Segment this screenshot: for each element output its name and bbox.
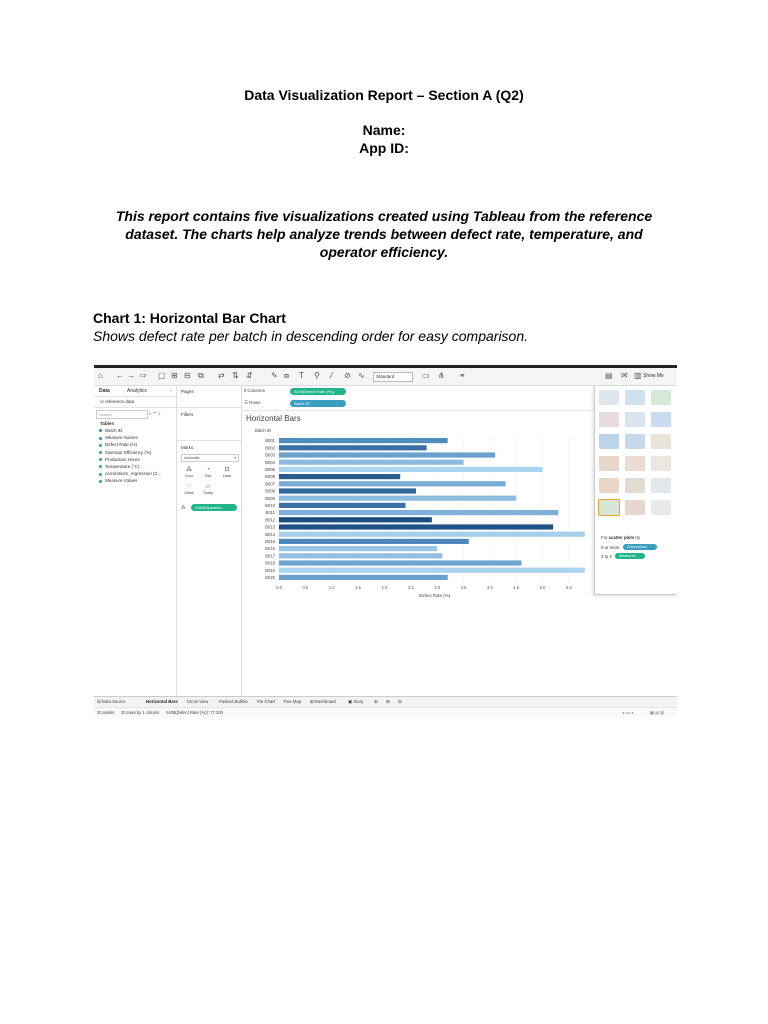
search-icon[interactable]: ⌕ ▽ ≡: [149, 411, 161, 416]
field-item[interactable]: [99, 442, 137, 447]
sort-desc-icon[interactable]: ⇵: [246, 371, 253, 380]
y-tick-label: B012: [265, 517, 275, 523]
color-pill-icon: ⁂: [181, 505, 186, 510]
color-label: Color: [184, 474, 194, 478]
format-icon[interactable]: ⁄: [331, 371, 333, 380]
new-sheet-icon[interactable]: ⊟: [184, 371, 191, 380]
new-story-icon[interactable]: ⊟: [398, 699, 402, 704]
y-tick-label: B002: [265, 445, 275, 451]
field-name: Temperature (°C): [105, 464, 140, 469]
y-tick-label: B005: [265, 467, 275, 472]
tab-packed-bubble[interactable]: Packed Bubble: [219, 699, 248, 704]
y-tick-label: B009: [265, 495, 275, 501]
bar: [279, 560, 521, 565]
chevron-down-icon: ▾: [234, 456, 236, 460]
sort-asc-icon[interactable]: ⇅: [232, 371, 239, 380]
highlight-icon[interactable]: ✎: [271, 371, 278, 380]
bar: [279, 445, 427, 450]
tab-pie-chart[interactable]: Pie Chart: [257, 699, 275, 704]
y-axis-header: Batch ID: [255, 428, 272, 433]
field-item[interactable]: [99, 450, 151, 455]
y-tick-label: B018: [265, 560, 275, 566]
detail-label: Detail: [184, 491, 194, 495]
y-tick-label: B020: [265, 575, 275, 580]
x-tick-label: 3.5: [460, 585, 467, 590]
tab-data-source[interactable]: ⛁ Data Source: [97, 699, 126, 704]
color-button[interactable]: [181, 466, 197, 480]
measure-icon: [99, 480, 102, 483]
chart-type-tile[interactable]: [651, 500, 671, 515]
color-pill[interactable]: SUM(Operator...: [191, 504, 237, 511]
bar: [279, 438, 448, 443]
x-tick-label: 0.0: [276, 585, 282, 590]
share-icon[interactable]: ⋔: [438, 371, 445, 380]
chart1-description: Shows defect rate per batch in descending order for easy comparison.: [93, 328, 529, 344]
chart-type-tile[interactable]: [625, 390, 645, 405]
layout-icon[interactable]: ▤: [605, 371, 613, 380]
label-label: Label: [222, 474, 232, 478]
color-icon: ⁂: [186, 467, 192, 473]
tab-story[interactable]: ▣ Story: [348, 699, 364, 704]
measure-icon: [99, 458, 102, 461]
dimension-icon: [99, 429, 102, 432]
field-item[interactable]: [99, 464, 140, 469]
columns-pill[interactable]: SUM(Defect Rate (%)): [290, 388, 346, 395]
divider: [94, 407, 176, 408]
show-me-dimensions-hint: 0 or more: [601, 545, 620, 550]
bar: [279, 568, 585, 573]
field-item[interactable]: [99, 435, 138, 440]
chart-type-tile[interactable]: [599, 500, 619, 515]
labels-icon[interactable]: T: [299, 371, 304, 380]
y-tick-label: B013: [265, 524, 275, 530]
home-icon[interactable]: ⌂: [98, 371, 103, 380]
x-tick-label: 4.5: [513, 585, 520, 590]
label-button[interactable]: [219, 466, 235, 480]
tab-tree-map[interactable]: Tree Map: [283, 699, 302, 704]
y-tick-label: B019: [265, 567, 275, 573]
field-item[interactable]: [99, 428, 122, 433]
field-item[interactable]: [99, 478, 137, 483]
group-icon[interactable]: ⧈: [284, 371, 290, 380]
tooltip-button[interactable]: [200, 483, 216, 497]
chart-type-tile[interactable]: [599, 434, 619, 449]
bar: [279, 503, 406, 508]
y-tick-label: B004: [265, 459, 275, 465]
new-dashboard-icon[interactable]: ⊞: [386, 699, 390, 704]
chart-type-tile[interactable]: [599, 478, 619, 493]
datasource-name: reference data: [105, 399, 135, 404]
field-name: Operator Efficiency (%): [105, 449, 152, 455]
size-label: Size: [204, 474, 212, 478]
annotate-icon[interactable]: ⊘: [344, 371, 351, 380]
marks-card-label: Marks: [181, 445, 194, 450]
bar: [279, 496, 516, 501]
search-input[interactable]: Search: [96, 410, 148, 419]
divider: [94, 396, 176, 397]
filters-card-label: Filters: [181, 412, 194, 417]
comment-icon[interactable]: ✉: [621, 371, 628, 380]
chart-type-tile[interactable]: [599, 390, 619, 405]
field-name: Measure Values: [105, 478, 138, 484]
redo-icon[interactable]: →: [127, 371, 135, 380]
save-icon[interactable]: ▢: [158, 371, 166, 380]
chart-title: Horizontal Bars: [246, 414, 301, 423]
show-me-panel: [594, 386, 677, 595]
new-datasource-icon[interactable]: ⊞: [171, 371, 178, 380]
field-item[interactable]: [99, 457, 140, 462]
bar: [279, 524, 553, 529]
tab-dashboard[interactable]: ⊞ Dashboard: [310, 699, 336, 704]
measure-icon: [99, 444, 102, 447]
show-me-button[interactable]: Show Me: [643, 373, 664, 379]
chart-type-tile[interactable]: [651, 456, 671, 471]
tab-analytics[interactable]: Analytics: [127, 388, 148, 394]
detail-button[interactable]: [181, 483, 197, 497]
x-tick-label: 2.0: [381, 585, 388, 590]
y-tick-label: B006: [265, 474, 275, 480]
view-mode-icons[interactable]: ▦ ▤ ▥: [650, 710, 665, 715]
redo-arrow-icon[interactable]: ⇨: [140, 371, 147, 380]
status-sum: SUM(Defect Rate (%)): 77.300: [166, 710, 224, 715]
x-tick-label: 0.5: [302, 585, 309, 590]
chart-type-tile[interactable]: [651, 434, 671, 449]
show-me-measures-hint: 2 to 4: [601, 554, 612, 559]
chart1-heading: Chart 1: Horizontal Bar Chart: [93, 310, 286, 326]
bar: [279, 575, 448, 580]
showme-icon[interactable]: ▥: [634, 371, 642, 380]
bar: [279, 546, 437, 551]
x-tick-label: 3.0: [434, 585, 441, 590]
mark-type-value: Automatic: [184, 456, 200, 460]
report-title: Data Visualization Report – Section A (Q2): [244, 87, 524, 103]
x-tick-label: 2.5: [407, 585, 414, 590]
dimension-icon: [99, 437, 102, 440]
bar: [279, 532, 585, 537]
y-tick-label: B016: [265, 546, 275, 552]
horizontal-bar-chart: [242, 411, 610, 651]
measures-pill: Measures: [615, 553, 645, 559]
measure-icon: [99, 451, 102, 454]
status-rows: 20 rows by 1 column: [121, 710, 160, 715]
cards-panel: [177, 386, 242, 696]
bar: [279, 452, 495, 457]
intro-paragraph: This report contains five visualizations created using Tableau from the reference dataset. The charts help analyze trends between defect rate, temperature, and operator efficiency.: [115, 208, 653, 260]
tooltip-bubble-icon: ▱: [205, 484, 211, 490]
tables-heading: Tables: [100, 421, 114, 426]
x-tick-label: 4.0: [486, 585, 493, 590]
datasource-item[interactable]: [100, 399, 134, 405]
detail-icon: ⁙: [186, 484, 192, 490]
field-name: Defect Rate (%): [105, 442, 138, 448]
new-worksheet-icon[interactable]: ⊕: [374, 699, 378, 704]
connect-icon[interactable]: ⚭: [459, 371, 466, 380]
mark-type-select[interactable]: [181, 454, 239, 462]
show-me-hint: For scatter plots try: [601, 535, 641, 540]
x-tick-label: 1.5: [355, 585, 361, 590]
measure-icon: [99, 465, 102, 468]
bar: [279, 474, 400, 479]
data-pane: [94, 386, 177, 696]
field-name: Measure Names: [105, 435, 139, 441]
tab-data[interactable]: Data: [99, 388, 110, 394]
fit-select[interactable]: Standard: [373, 372, 413, 382]
rows-pill[interactable]: Batch ID: [290, 400, 346, 407]
bar: [279, 553, 442, 558]
chart-type-tile[interactable]: [599, 412, 619, 427]
divider: [177, 407, 241, 408]
status-bar: [94, 707, 677, 717]
pager-controls[interactable]: ◂ ◂ ▸ ▸: [622, 710, 634, 715]
pages-card-label: Pages: [181, 389, 194, 394]
collapse-icon[interactable]: ‹: [170, 388, 172, 394]
y-tick-label: B008: [265, 488, 275, 494]
tableau-toolbar: [94, 368, 677, 386]
bar: [279, 510, 558, 515]
x-axis-label: Defect Rate (%): [418, 593, 451, 598]
tooltip-icon[interactable]: ∿: [358, 371, 365, 380]
undo-icon[interactable]: ←: [116, 371, 124, 380]
field-name: Batch ID: [105, 428, 123, 433]
y-tick-label: B001: [265, 438, 275, 444]
viz-area: [242, 411, 610, 696]
chart-type-tile[interactable]: [625, 478, 645, 493]
field-name: Production Hours: [105, 456, 140, 462]
datasource-icon: ⛁: [100, 399, 104, 404]
divider: [177, 440, 241, 441]
bar: [279, 467, 543, 472]
name-label: Name:: [362, 122, 406, 138]
tab-circle-view[interactable]: Circle View: [187, 699, 209, 704]
bar: [279, 481, 506, 486]
bar: [279, 517, 432, 522]
pin-icon[interactable]: ⚲: [314, 371, 320, 380]
x-tick-label: 5.5: [566, 585, 572, 590]
tooltip-label: Tooltip: [202, 491, 214, 495]
chart-type-tile[interactable]: [651, 412, 671, 427]
chart-type-tile[interactable]: [625, 434, 645, 449]
x-tick-label: 1.0: [328, 585, 335, 590]
x-tick-label: 5.0: [539, 585, 546, 590]
columns-shelf-label: ⦀ Columns: [244, 388, 265, 393]
chart-type-tile[interactable]: [651, 478, 671, 493]
duplicate-icon[interactable]: ⧉: [198, 371, 204, 380]
y-tick-label: B014: [265, 531, 275, 537]
y-tick-label: B015: [265, 539, 275, 544]
chart-type-tile[interactable]: [599, 456, 619, 471]
swap-icon[interactable]: ⇄: [218, 371, 225, 380]
size-icon: ◔: [206, 467, 210, 473]
presentation-icon[interactable]: ▭: [422, 371, 430, 380]
size-button[interactable]: [200, 466, 216, 480]
dimensions-pill: Dimensions: [623, 544, 657, 550]
field-name: correlations_regression (C...: [105, 471, 162, 477]
y-tick-label: B010: [265, 503, 275, 508]
chart-type-tile[interactable]: [625, 500, 645, 515]
y-tick-label: B003: [265, 452, 275, 458]
rows-shelf-label: ☰ Rows: [244, 400, 261, 405]
label-icon: ⊡: [224, 467, 230, 473]
chart-type-tile[interactable]: [651, 390, 671, 405]
tab-horizontal-bars[interactable]: Horizontal Bars: [146, 699, 178, 704]
bar: [279, 488, 416, 493]
bar: [279, 539, 469, 544]
y-tick-label: B011: [265, 510, 275, 516]
measure-icon: [99, 473, 102, 476]
status-marks: 20 marks: [97, 710, 115, 715]
y-tick-label: B017: [265, 553, 275, 559]
chart-type-tile[interactable]: [625, 412, 645, 427]
y-tick-label: B007: [265, 481, 275, 487]
tableau-screenshot: [94, 365, 677, 717]
app-id-label: App ID:: [359, 140, 409, 156]
bar: [279, 460, 463, 465]
chart-type-tile[interactable]: [625, 456, 645, 471]
field-item[interactable]: [99, 471, 162, 476]
